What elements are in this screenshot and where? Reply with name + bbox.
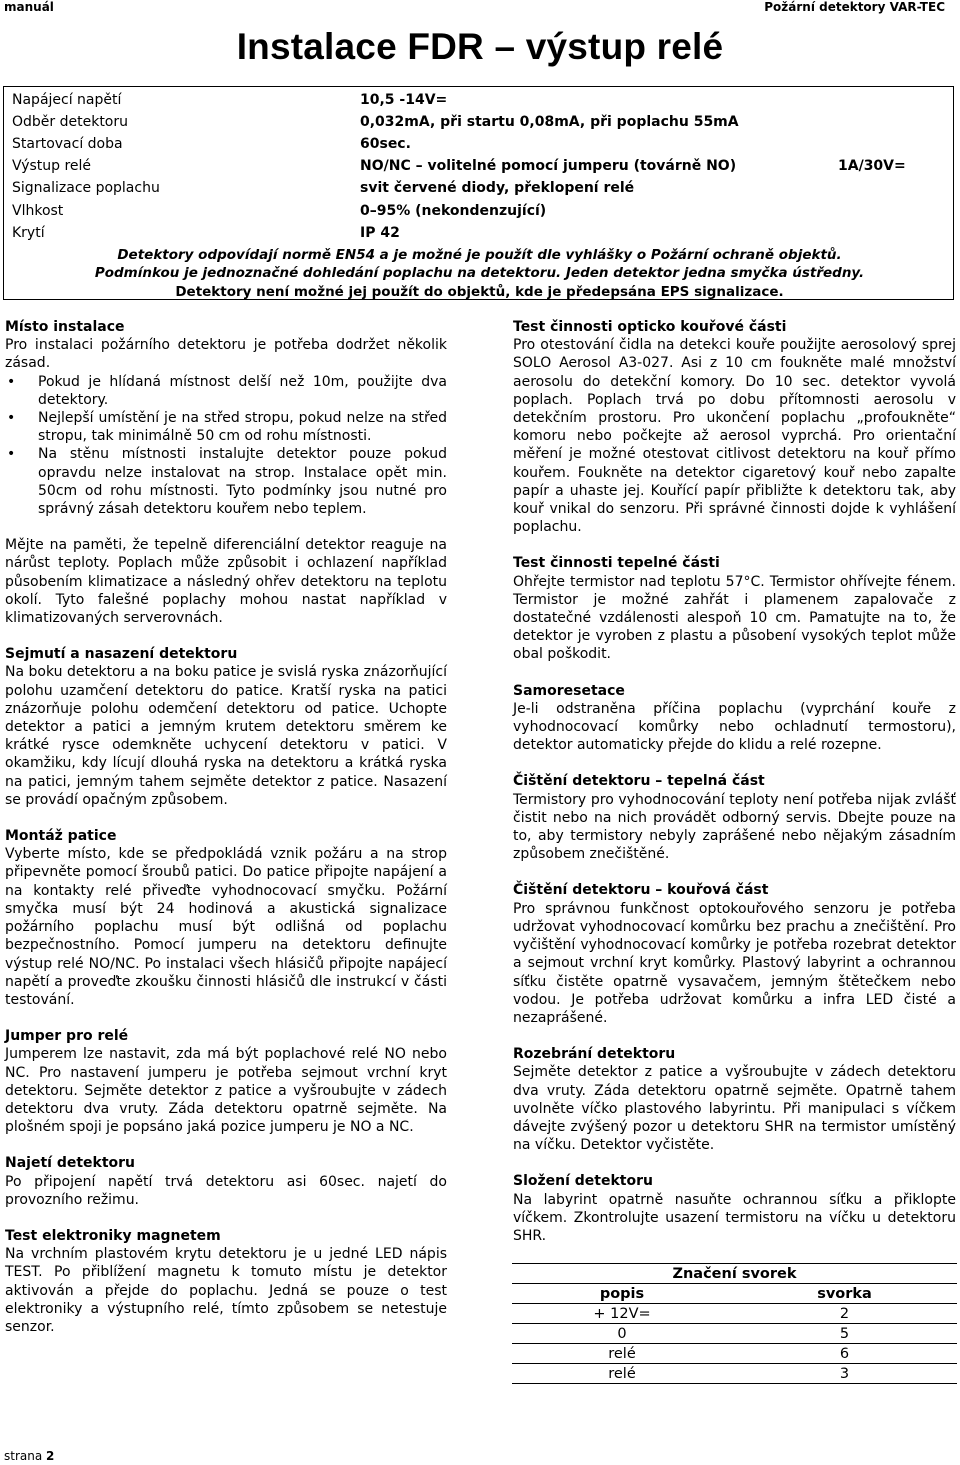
table-cell: 0 bbox=[512, 1324, 732, 1344]
table-cell: relé bbox=[512, 1364, 732, 1384]
table-row bbox=[512, 1344, 957, 1364]
self-reset-text: Je-li odstraněna příčina poplachu (vyprchání kouře z vyhodnocovací komůrky nebo ochladnutí termostoru), detektor automaticky přejde do klidu a relé rozepne. bbox=[513, 700, 956, 754]
cleaning-smoke-text: Pro správnou funkčnost optokouřového senzoru je potřeba udržovat vyhodnocovací komůrku bez prachu a znečištění. Pro vyčištění vyhodnocovací komůrky je potřeba rozebrat detektor a sejmout vrchní kryt komůrky. Plastový labyrint a ochrannou síťku čistěte opatrně vysavačem, jemným štětečkem nebo vodou. Je potřeba udržovat komůrku a infra LED čisté a nezaprášené. bbox=[513, 900, 956, 1026]
section-optical-test bbox=[513, 318, 956, 536]
list-item: • Nejlepší umístění je na střed stropu, pokud nelze na střed stropu, tak minimálně 50 cm od rohu místnosti. bbox=[5, 409, 447, 445]
spec-value-current: 0,032mA, při startu 0,08mA, při poplachu 55mA bbox=[360, 114, 739, 130]
spec-value-relay: NO/NC – volitelné pomocí jumperu (továrně NO) bbox=[360, 158, 737, 174]
section-assembly bbox=[513, 1172, 956, 1245]
table-cell: 2 bbox=[732, 1304, 957, 1324]
thermal-note: Mějte na paměti, že tepelně diferenciální detektor reaguje na nárůst teploty. Poplach může způsobit i ochlazení například působením klimatizace a následný ohřev detektoru na teplotu okolí. Tyto falešné poplachy mohou nastat například v klimatizovaných serverovnách. bbox=[5, 537, 447, 627]
spec-box bbox=[3, 86, 954, 300]
jumper-text: Jumperem lze nastavit, zda má být poplachové relé NO nebo NC. Pro nastavení jumperu je potřeba sejmout vrchní kryt detektoru. Sejměte detektor z patice a vyšroubujte v zádech detektoru dva vruty. Záda detektoru opatrně sejměte. Na plošném spoji je popsáno jaká pozice jumperu je NO a NC. bbox=[5, 1046, 447, 1136]
spec-label-start: Startovací doba bbox=[12, 136, 123, 152]
list-item: • Pokud je hlídaná místnost delší než 10m, použijte dva detektory. bbox=[5, 373, 447, 409]
table-cell: relé bbox=[512, 1344, 732, 1364]
spec-label-humidity: Vlhkost bbox=[12, 203, 64, 219]
magnet-test-text: Na vrchním plastovém krytu detektoru je u jedné LED nápis TEST. Po přiblížení magnetu k tomuto místu je detektor aktivován a přejde do poplachu. Jedná se pouze o test elektroniky a výstupního relé, tímto způsobem se netestuje senzor. bbox=[5, 1246, 447, 1335]
startup-text: Po připojení napětí trvá detektoru asi 60sec. najetí do provozního režimu. bbox=[5, 1173, 447, 1208]
section-startup bbox=[5, 1154, 447, 1209]
spec-label-ip: Krytí bbox=[12, 225, 45, 241]
assembly-text: Na labyrint opatrně nasuňte ochrannou síťku a přiklopte víčkem. Zkontrolujte usazení termistoru na víčku u detektoru SHR. bbox=[513, 1191, 956, 1244]
installation-rules bbox=[5, 373, 447, 519]
section-thermal-test bbox=[513, 554, 956, 663]
section-magnet-test bbox=[5, 1227, 447, 1336]
list-item: • Na stěnu místnosti instalujte detektor pouze pokud opravdu nelze instalovat na strop. Instalace opět min. 50cm od rohu místnosti. Tyto podmínky jsou nutné pro správný zásah detektoru kouřem nebo teplem. bbox=[5, 445, 447, 518]
section-cleaning-smoke bbox=[513, 881, 956, 1027]
cleaning-thermal-text: Termistory pro vyhodnocování teploty není potřeba nijak zvlášť čistit nebo na nich provádět odborný servis. Dbejte pouze na to, aby termistory nebyly zaprášené nebo nějakým zásadním způsobem znečištěné. bbox=[513, 791, 956, 863]
section-self-reset bbox=[513, 682, 956, 755]
header-manual: manuál bbox=[4, 0, 54, 14]
section-disassembly bbox=[513, 1045, 956, 1154]
table-row bbox=[512, 1304, 957, 1324]
spec-label-signal: Signalizace poplachu bbox=[12, 180, 160, 196]
heading-optical-test: Test činnosti opticko kouřové části bbox=[513, 319, 787, 335]
heading-base-mounting: Montáž patice bbox=[5, 828, 117, 845]
page-footer bbox=[4, 1449, 54, 1463]
spec-value-ip: IP 42 bbox=[360, 225, 400, 241]
spec-label-current: Odběr detektoru bbox=[12, 114, 129, 130]
left-column bbox=[5, 318, 447, 1354]
heading-disassembly: Rozebrání detektoru bbox=[513, 1046, 676, 1063]
disassembly-text: Sejměte detektor z patice a vyšroubujte v zádech detektoru dva vruty. Záda detektoru opatrně sejměte. Opatrně tahem uvolněte víčko plastového labyrintu. Při manipulaci s víčkem dávejte zvýšený pozor u detektoru SHR na termistor umístěný na víčku. Detektor vyčistěte. bbox=[513, 1064, 956, 1154]
table-cell: 6 bbox=[732, 1344, 957, 1364]
table-cell: 5 bbox=[732, 1324, 957, 1344]
removal-text: Na boku detektoru a na boku patice je svislá ryska znázorňující polohu uzamčení detektoru do patice. Kratší ryska na patici znázorňuje polohu odemčení detektoru od patice. Uchopte detektor a patici a jemným krutem detektoru směrem ke krátké rysce odemkněte uchycení detektoru v patici. V okamžiku, kdy lícují dlouhá ryska na detektoru a krátká ryska na patici, jemným tahem sejměte detektor z patice. Nasazení se provádí opačným způsobem. bbox=[5, 664, 447, 808]
heading-magnet-test: Test elektroniky magnetem bbox=[5, 1227, 221, 1244]
section-removal bbox=[5, 645, 447, 809]
heading-jumper: Jumper pro relé bbox=[5, 1028, 129, 1045]
heading-cleaning-smoke: Čištění detektoru – kouřová část bbox=[513, 882, 769, 899]
heading-cleaning-thermal: Čištění detektoru – tepelná část bbox=[513, 773, 765, 790]
notice-eps: Detektory není možné jej použít do objektů, kde je předepsána EPS signalizace. bbox=[175, 284, 784, 300]
section-cleaning-thermal bbox=[513, 772, 956, 863]
page-title: Instalace FDR – výstup relé bbox=[236, 26, 724, 67]
terminal-col-description: popis bbox=[512, 1284, 732, 1304]
header-product: Požární detektory VAR-TEC bbox=[764, 0, 945, 14]
heading-self-reset: Samoresetace bbox=[513, 682, 625, 699]
section-installation-place bbox=[5, 318, 447, 518]
optical-test-text: Pro otestování čidla na detekci kouře použijte aerosolový sprej SOLO Aerosol A3-027. Asi z 10 cm foukněte malé množství aerosolu do detekční komory. Do 10 sec. detektor vyvolá poplach. Poplach trvá po dobu přítomnosti aerosolu v detekčním prostoru. Pro ukončení poplachu „profoukněte“ komoru nebo počkejte až aerosol vyprchá. Pro orientační měření je možné otestovat citlivost detektoru na kouř přímo kouřem. Foukněte na detektor cigaretový kouř nebo zapalte papír a uhaste jej. Kouřící papír přibližte k detektoru tak, aby kouř vnikal do senzoru. Při správné činnosti dojde k vyhlášení poplachu. bbox=[513, 337, 956, 536]
table-row bbox=[512, 1324, 957, 1344]
spec-label-voltage: Napájecí napětí bbox=[12, 92, 122, 108]
terminal-table bbox=[512, 1263, 957, 1384]
base-mounting-text: Vyberte místo, kde se předpokládá vznik požáru a na strop připevněte pomocí šroubů patici. Do patice připojte napájení a na kontakty relé přiveďte vyhodnocovací smyčku. Požární smyčka musí být 24 hodinová a akustická signalizace požárního poplachu musí být odlišná od poplachu bezpečnostního. Pomocí jumperu na detektoru definujte výstup relé NO/NC. Po instalaci všech hlásičů připojte napájecí napětí a proveďte zkoušku činnosti hlásičů dle instrukcí v části testování. bbox=[5, 846, 447, 1008]
table-cell: 3 bbox=[732, 1364, 957, 1384]
installation-intro: Pro instalaci požárního detektoru je potřeba dodržet několik zásad. bbox=[5, 337, 447, 372]
spec-value-relay-rating: 1A/30V= bbox=[838, 158, 906, 174]
notice-en54: Detektory odpovídají normě EN54 a je možné je použít dle vyhlášky o Požární ochraně objektů. bbox=[117, 247, 842, 263]
right-column bbox=[513, 318, 956, 1263]
spec-value-start: 60sec. bbox=[360, 136, 411, 152]
spec-label-relay: Výstup relé bbox=[12, 158, 92, 174]
spec-value-voltage: 10,5 -14V= bbox=[360, 92, 448, 108]
table-cell: + 12V= bbox=[512, 1304, 732, 1324]
heading-removal: Sejmutí a nasazení detektoru bbox=[5, 646, 238, 663]
heading-installation-place: Místo instalace bbox=[5, 319, 125, 335]
terminal-col-terminal: svorka bbox=[732, 1284, 957, 1304]
section-jumper bbox=[5, 1027, 447, 1136]
heading-thermal-test: Test činnosti tepelné části bbox=[513, 555, 720, 572]
page-number: 2 bbox=[46, 1449, 55, 1463]
spec-value-humidity: 0–95% (nekondenzující) bbox=[360, 203, 547, 219]
table-row bbox=[512, 1364, 957, 1384]
notice-condition: Podmínkou je jednoznačné dohledání poplachu na detektoru. Jeden detektor jedna smyčka ústředny. bbox=[94, 265, 865, 281]
terminal-table-caption: Značení svorek bbox=[512, 1264, 957, 1284]
heading-startup: Najetí detektoru bbox=[5, 1155, 136, 1172]
thermal-test-text: Ohřejte termistor nad teplotu 57°C. Termistor ohřívejte fénem. Termistor je možné zahřát i plamenem zapalovače z dostatečné vzdálenosti alespoň 10 cm. Pamatujte na to, že detektor je vyroben z plastu a působení vysokých teplot může obal poškodit. bbox=[513, 573, 956, 663]
section-thermal-note bbox=[5, 536, 447, 627]
heading-assembly: Složení detektoru bbox=[513, 1173, 653, 1190]
section-base-mounting bbox=[5, 827, 447, 1009]
footer-label: strana bbox=[4, 1449, 43, 1463]
spec-value-signal: svit červené diody, překlopení relé bbox=[360, 180, 635, 196]
